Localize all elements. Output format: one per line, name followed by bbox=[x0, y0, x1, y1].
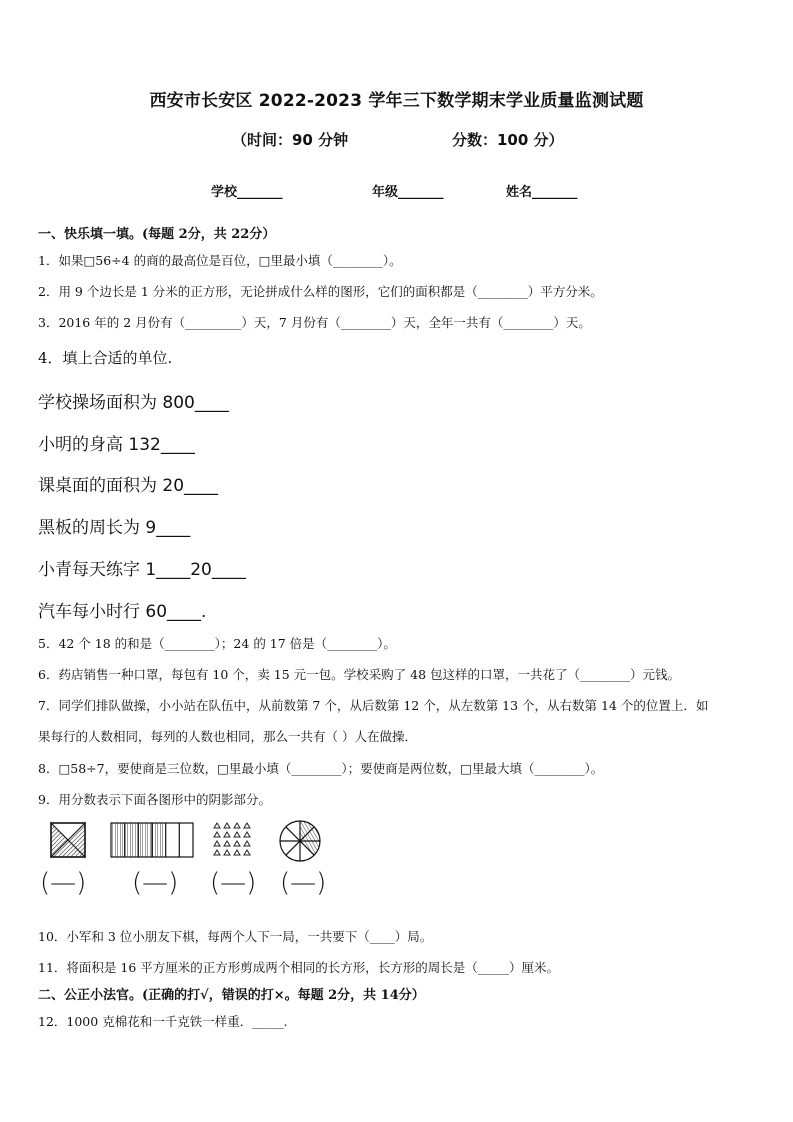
q9-fraction-blank[interactable]: (—) bbox=[280, 868, 327, 898]
section1-heading: 一、快乐填一填。(每题 2分，共 22分） bbox=[38, 227, 276, 242]
grade-field[interactable]: 年级_______ bbox=[372, 185, 444, 200]
q9-square-diagonal-figure bbox=[50, 822, 86, 858]
q4-item: 小明的身高 132____ bbox=[38, 435, 195, 455]
q4-item: 汽车每小时行 60____. bbox=[38, 602, 207, 622]
question-2: 2．用 9 个边长是 1 分米的正方形，无论拼成什么样的图形，它们的面积都是（________）平方分米。 bbox=[38, 284, 603, 299]
question-6: 6．药店销售一种口罩，每包有 10 个，卖 15 元一包。学校采购了 48 包这样的口罩，一共花了（________）元钱。 bbox=[38, 667, 681, 682]
question-5: 5．42 个 18 的和是（________）；24 的 17 倍是（________）。 bbox=[38, 636, 396, 651]
question-7-line1: 7．同学们排队做操，小小站在队伍中，从前数第 7 个，从后数第 12 个，从左数第 13 个，从右数第 14 个的位置上．如 bbox=[38, 698, 709, 713]
q4-item: 小青每天练字 1____20____ bbox=[38, 560, 246, 580]
question-11: 11．将面积是 16 平方厘米的正方形剪成两个相同的长方形，长方形的周长是（_____）厘米。 bbox=[38, 960, 560, 975]
question-4: 4．填上合适的单位. bbox=[38, 349, 173, 367]
q9-fraction-blank[interactable]: (—) bbox=[40, 868, 87, 898]
q9-fraction-blank[interactable]: (—) bbox=[210, 868, 257, 898]
q9-fraction-blank[interactable]: (—) bbox=[132, 868, 179, 898]
q9-circle-figure bbox=[278, 819, 322, 863]
exam-time: （时间：90 分钟 bbox=[232, 131, 349, 149]
exam-title: 西安市长安区 2022-2023 学年三下数学期末学业质量监测试题 bbox=[149, 91, 644, 111]
q4-item: 学校操场面积为 800____ bbox=[38, 393, 229, 413]
question-7-line2: 果每行的人数相同，每列的人数也相同，那么一共有（ ）人在做操． bbox=[38, 729, 417, 744]
question-10: 10．小军和 3 位小朋友下棋，每两个人下一局，一共要下（____）局。 bbox=[38, 929, 433, 944]
q9-triangles-figure bbox=[213, 822, 253, 856]
q4-item: 黑板的周长为 9____ bbox=[38, 518, 191, 538]
question-12: 12．1000 克棉花和一千克铁一样重．_____. bbox=[38, 1014, 288, 1029]
q9-strip-figure bbox=[110, 822, 194, 858]
school-field[interactable]: 学校_______ bbox=[211, 185, 283, 200]
section2-heading: 二、公正小法官。(正确的打√，错误的打×。每题 2分，共 14分） bbox=[38, 988, 425, 1003]
name-field[interactable]: 姓名_______ bbox=[506, 185, 578, 200]
question-3: 3．2016 年的 2 月份有（_________）天，7 月份有（________）天，全年一共有（________）天。 bbox=[38, 315, 591, 330]
question-8: 8．□58÷7，要使商是三位数，□里最小填（________）；要使商是两位数，□里最大填（________）。 bbox=[38, 761, 604, 776]
question-1: 1．如果□56÷4 的商的最高位是百位，□里最小填（________）。 bbox=[38, 253, 402, 268]
question-9: 9．用分数表示下面各图形中的阴影部分。 bbox=[38, 792, 271, 807]
exam-score: 分数：100 分） bbox=[452, 131, 564, 149]
q4-item: 课桌面的面积为 20____ bbox=[38, 476, 219, 496]
